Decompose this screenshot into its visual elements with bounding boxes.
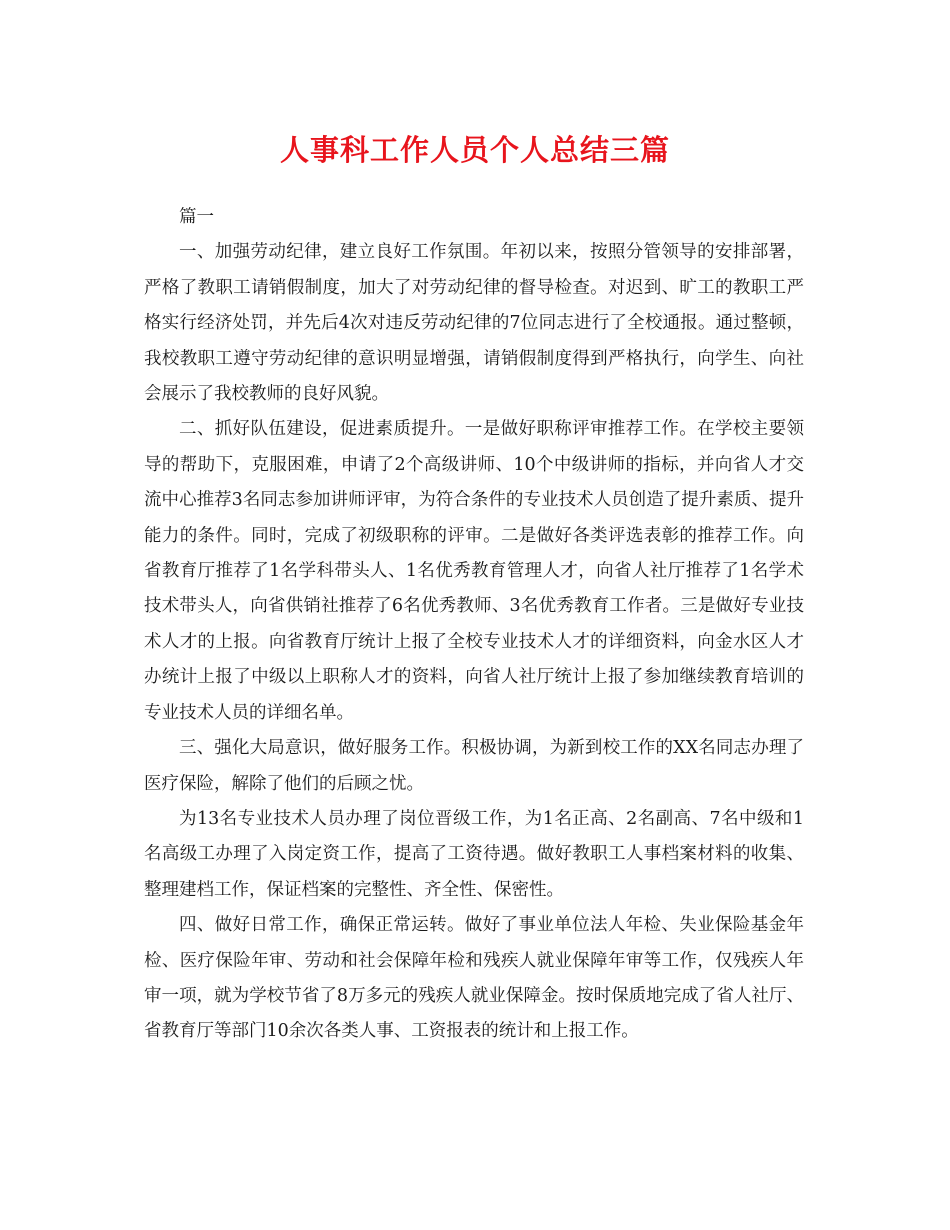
document-title: 人事科工作人员个人总结三篇	[279, 133, 670, 167]
section-label: 篇一	[179, 207, 214, 227]
paragraph-1: 一、加强劳动纪律，建立良好工作氛围。年初以来，按照分管领导的安排部署，严格了教职工请销假制度，加大了对劳动纪律的督导检查。对迟到、旷工的教职工严格实行经济处罚，并先后4次对违反劳动纪律的7位同志进行了全校通报。通过整顿，我校教职工遵守劳动纪律的意识明显增强，请销假制度得到严格执行，向学生、向社会展示了我校教师的良好风貌。	[144, 242, 804, 405]
paragraph-2: 二、抓好队伍建设，促进素质提升。一是做好职称评审推荐工作。在学校主要领导的帮助下，克服困难，申请了2个高级讲师、10个中级讲师的指标，并向省人才交流中心推荐3名同志参加讲师评审，为符合条件的专业技术人员创造了提升素质、提升能力的条件。同时，完成了初级职称的评审。二是做好各类评选表彰的推荐工作。向省教育厅推荐了1名学科带头人、1名优秀教育管理人才，向省人社厅推荐了1名学术技术带头人，向省供销社推荐了6名优秀教师、3名优秀教育工作者。三是做好专业技术人才的上报。向省教育厅统计上报了全校专业技术人才的详细资料，向金水区人才办统计上报了中级以上职称人才的资料，向省人社厅统计上报了参加继续教育培训的专业技术人员的详细名单。	[144, 419, 804, 723]
document-body	[144, 200, 804, 1050]
paragraph-3: 三、强化大局意识，做好服务工作。积极协调，为新到校工作的XX名同志办理了医疗保险，解除了他们的后顾之忧。	[144, 738, 804, 794]
paragraph-5: 四、做好日常工作，确保正常运转。做好了事业单位法人年检、失业保险基金年检、医疗保险年审、劳动和社会保障年检和残疾人就业保障年审等工作，仅残疾人年审一项，就为学校节省了8万多元的残疾人就业保障金。按时保质地完成了省人社厅、省教育厅等部门10余次各类人事、工资报表的统计和上报工作。	[144, 915, 804, 1042]
paragraph-4: 为13名专业技术人员办理了岗位晋级工作，为1名正高、2名副高、7名中级和1名高级工办理了入岗定资工作，提高了工资待遇。做好教职工人事档案材料的收集、整理建档工作，保证档案的完整性、齐全性、保密性。	[144, 808, 804, 900]
